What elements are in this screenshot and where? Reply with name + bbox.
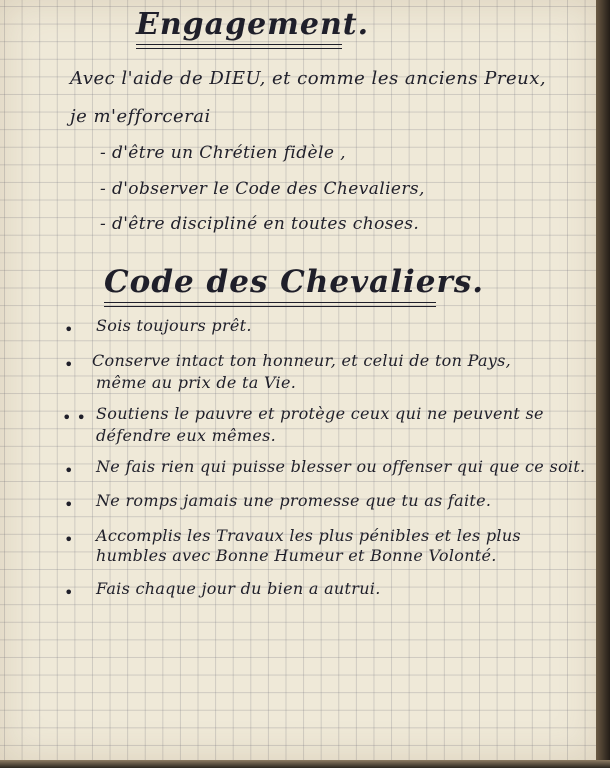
bullet-icon: • [64,461,74,480]
code-title-underline-second [104,306,436,307]
title-underline-second [136,48,342,49]
page-bottom-shadow [0,760,610,768]
title-underline [136,44,342,45]
bullet-icon: • [64,355,74,374]
intro-line-1: Avec l'aide de DIEU, et comme les anciens Preux, [70,68,547,89]
pledge-item: - d'être un Chrétien fidèle , [100,143,346,163]
code-title: Code des Chevaliers. [104,264,485,300]
pledge-item: - d'observer le Code des Chevaliers, [100,179,425,199]
page-title: Engagement. [136,7,370,42]
bullet-icon: • • [62,408,86,427]
bullet-icon: • [64,583,74,602]
rule-line-continued: même au prix de ta Vie. [96,373,297,392]
rule-line: Sois toujours prêt. [96,316,252,335]
rule-line: Ne romps jamais une promesse que tu as faite. [96,491,492,510]
rule-line-continued: défendre eux mêmes. [96,426,277,445]
code-title-underline [104,302,436,303]
rule-line: Accomplis les Travaux les plus pénibles et les plus [96,526,521,545]
intro-line-2: je m'efforcerai [70,106,211,127]
rule-line: Conserve intact ton honneur, et celui de ton Pays, [92,351,512,370]
notebook-spine-shadow [596,0,610,768]
bullet-icon: • [64,495,74,514]
rule-line: Fais chaque jour du bien a autrui. [96,579,381,598]
rule-line: Soutiens le pauvre et protège ceux qui ne peuvent se [96,404,544,423]
bullet-icon: • [64,530,74,549]
pledge-item: - d'être discipliné en toutes choses. [100,214,420,234]
bullet-icon: • [64,320,74,339]
rule-line-continued: humbles avec Bonne Humeur et Bonne Volonté. [96,546,497,565]
rule-line: Ne fais rien qui puisse blesser ou offenser qui que ce soit. [96,457,586,476]
